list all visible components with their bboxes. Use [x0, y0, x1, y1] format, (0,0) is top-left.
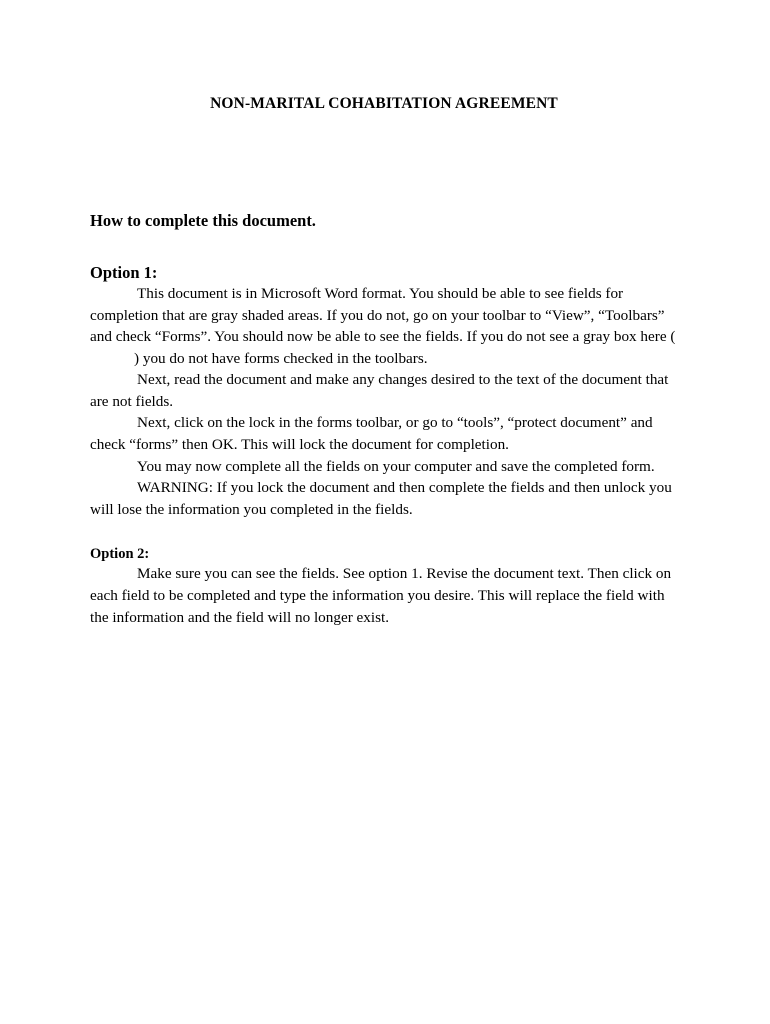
option-1-paragraph-1: [90, 283, 678, 369]
option-1-paragraph-1-after-box: ) you do not have forms checked in the toolbars.: [134, 349, 428, 367]
option-1-paragraph-2: Next, read the document and make any changes desired to the text of the document that are not fields.: [90, 371, 669, 410]
option-2-heading: Option 2:: [90, 546, 150, 563]
how-to-heading: How to complete this document.: [90, 211, 316, 230]
page-title: NON-MARITAL COHABITATION AGREEMENT: [210, 95, 558, 112]
document-body: [90, 0, 678, 628]
option-1-paragraph-1-before-box: This document is in Microsoft Word format. You should be able to see fields for completion that are gray shaded areas. If you do not, go on your toolbar to “View”, “Toolbars” and check “Forms”. You should now be able to see the fields. If you do not see a gray box here (: [90, 285, 676, 346]
option-1-paragraph-5: WARNING: If you lock the document and then complete the fields and then unlock you will lose the information you completed in the fields.: [90, 479, 672, 518]
option-1-heading: Option 1:: [90, 263, 158, 282]
form-field-gray-box: [90, 350, 134, 363]
option-1-paragraph-3: Next, click on the lock in the forms toolbar, or go to “tools”, “protect document” and check “forms” then OK. This will lock the document for completion.: [90, 414, 653, 454]
option-2-paragraph: Make sure you can see the fields. See option 1. Revise the document text. Then click on each field to be completed and type the information you desire. This will replace the field with the information and the field will no longer exist.: [90, 565, 672, 626]
option-1-paragraph-4: You may now complete all the fields on your computer and save the completed form.: [137, 457, 655, 475]
